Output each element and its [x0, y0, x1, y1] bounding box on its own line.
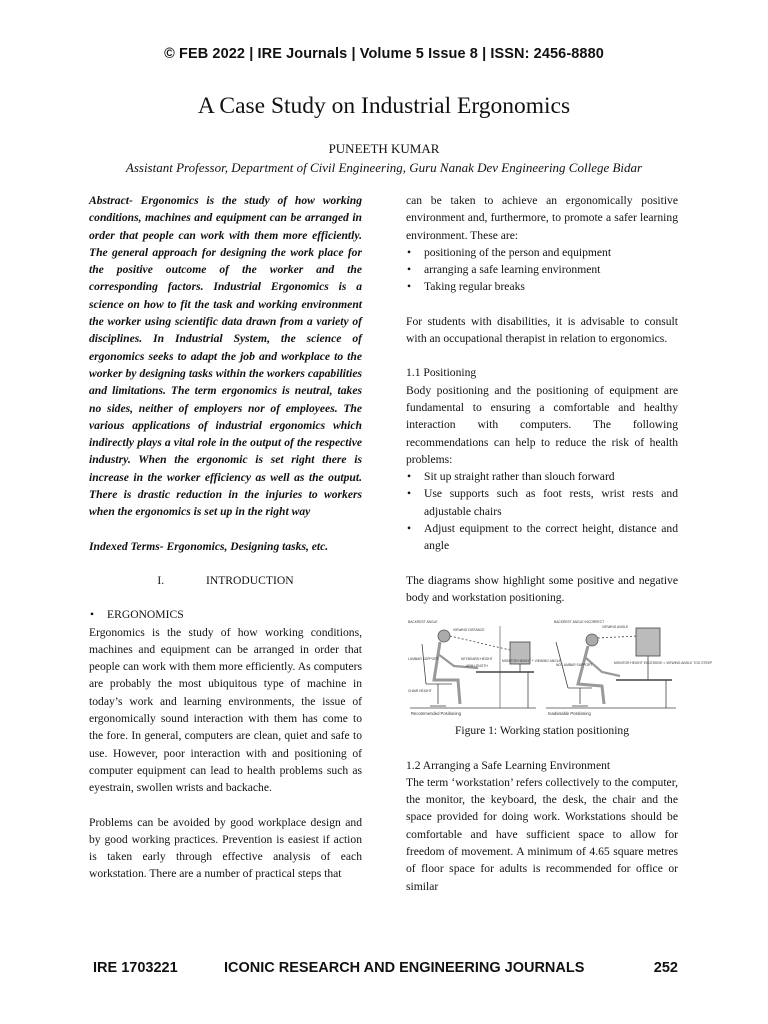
- author-affiliation: Assistant Professor, Department of Civil Engineering, Guru Nanak Dev Engineering College Bidar: [125, 160, 643, 175]
- figure-label: BACKREST ANGLE INCORRECT: [554, 620, 605, 625]
- steps-paragraph: can be taken to achieve an ergonomically positive environment and, furthermore, to promote a safer learning environment. These are:: [406, 194, 678, 242]
- figure-label: NO LUMBAR SUPPORT: [556, 663, 593, 668]
- section-heading: [89, 572, 362, 589]
- section-number: I.: [157, 573, 165, 587]
- figure-label: LUMBAR SUPPORT: [408, 657, 439, 662]
- list-item: • Taking regular breaks: [406, 278, 678, 295]
- figure-label: ARM LENGTH: [466, 664, 488, 669]
- list-item: • Adjust equipment to the correct height, distance and angle: [406, 520, 678, 555]
- figure-label: MONITOR HEIGHT + VIEWING ANGLE: [502, 659, 561, 664]
- figure-caption: Figure 1: Working station positioning: [454, 724, 630, 738]
- section-title: INTRODUCTION: [205, 573, 294, 587]
- paper-title: A Case Study on Industrial Ergonomics: [197, 93, 571, 119]
- workstation-paragraph: The term ‘workstation’ refers collectively to the computer, the monitor, the keyboard, the desk, the chair and the space provided for doing work. Workstations should be comfortable and have sufficient space to allow for freedom of movement. A minimum of 4.65 square metres of floor space for adults is recommended for office or similar: [406, 775, 678, 893]
- figure-label: VIEWING ANGLE: [602, 625, 629, 630]
- figure-label: MONITOR HEIGHT EXCESSIVE = VIEWING ANGLE TOO STEEP: [614, 661, 713, 666]
- steps-list: [406, 244, 678, 296]
- left-column: [89, 192, 362, 883]
- recommendations-list: [406, 468, 678, 554]
- bullet-heading-list: [89, 606, 362, 623]
- figure-label: CHAIR HEIGHT: [408, 689, 432, 694]
- right-column: [406, 192, 713, 895]
- subsection-heading-1-1: 1.1 Positioning: [406, 366, 477, 380]
- author-name: PUNEETH KUMAR: [328, 141, 440, 156]
- footer-paper-id: IRE 1703221: [93, 960, 178, 976]
- bullet-heading: • ERGONOMICS: [89, 606, 362, 623]
- figure-label: VIEWING DISTANCE: [453, 628, 485, 633]
- list-item: • arranging a safe learning environment: [406, 261, 678, 278]
- page-number: 252: [653, 960, 678, 976]
- intro-paragraph-2: Problems can be avoided by good workplace design and by good working practices. Prevention is easiest if action is taken early through effective analysis of each workstation. There are a number of practical steps that: [89, 815, 362, 881]
- list-item: • positioning of the person and equipment: [406, 244, 678, 261]
- diagrams-paragraph: The diagrams show highlight some positive and negative body and workstation positioning.: [406, 573, 678, 604]
- figure-left-caption: Recommended Positioning: [411, 711, 462, 717]
- list-item: • Use supports such as foot rests, wrist rests and adjustable chairs: [406, 485, 678, 520]
- figure-label: KEYBOARD HEIGHT: [461, 657, 493, 662]
- figure-right-caption: Inadvisable Positioning: [548, 711, 591, 717]
- journal-header: © FEB 2022 | IRE Journals | Volume 5 Issue 8 | ISSN: 2456-8880: [164, 46, 604, 62]
- indexed-terms: Indexed Terms- Ergonomics, Designing tasks, etc.: [89, 539, 329, 553]
- footer-journal-name: ICONIC RESEARCH AND ENGINEERING JOURNALS: [224, 960, 585, 976]
- disabilities-paragraph: For students with disabilities, it is advisable to consult with an occupational therapist in relation to ergonomics.: [406, 314, 678, 346]
- positioning-paragraph: Body positioning and the positioning of equipment are fundamental to ensuring a comfortable and healthy interaction with computers. The following recommendations can help to reduce the risk of health problems:: [406, 383, 678, 466]
- figure-label: BACKREST ANGLE: [408, 620, 438, 625]
- list-item: • Sit up straight rather than slouch forward: [406, 468, 678, 485]
- workstation-figure: [406, 614, 713, 718]
- abstract: Abstract- Ergonomics is the study of how working conditions, machines and equipment can be arranged in order that people can work with them more efficiently. The general approach for designing the work place for the positive outcome of the worker and the corresponding factors. Industrial Ergonomics is a science on how to fit the task and working environment the worker using scientific data drawn from a variety of disciplines. In Industrial System, the science of ergonomics seeks to adapt the job and workplace to the worker by designing tasks within the workers capabilities and limitations. The term ergonomics is neutral, takes no sides, neither of employers nor of employees. The various applications of industrial ergonomics which indirectly plays a vital role in the output of the respective industry. When the ergonomic is set right there is increase in the worker efficiency as well as the output. There is drastic reduction in the injuries to workers when the ergonomics is set up in the right way: [89, 194, 362, 519]
- subsection-heading-1-2: 1.2 Arranging a Safe Learning Environment: [406, 758, 611, 772]
- intro-paragraph-1: Ergonomics is the study of how working conditions, machines and equipment can be arranged in order that people can work with them more efficiently. As computers are probably the most ubiquitous type of machine in today’s work and learning environments, the issue of ergonomically sound interaction with them has come to the fore. In general, computers are clean, quiet and safe to use. However, poor interaction with and positioning of computer equipment can lead to health problems such as eyestrain, swollen wrists and backache.: [89, 625, 362, 795]
